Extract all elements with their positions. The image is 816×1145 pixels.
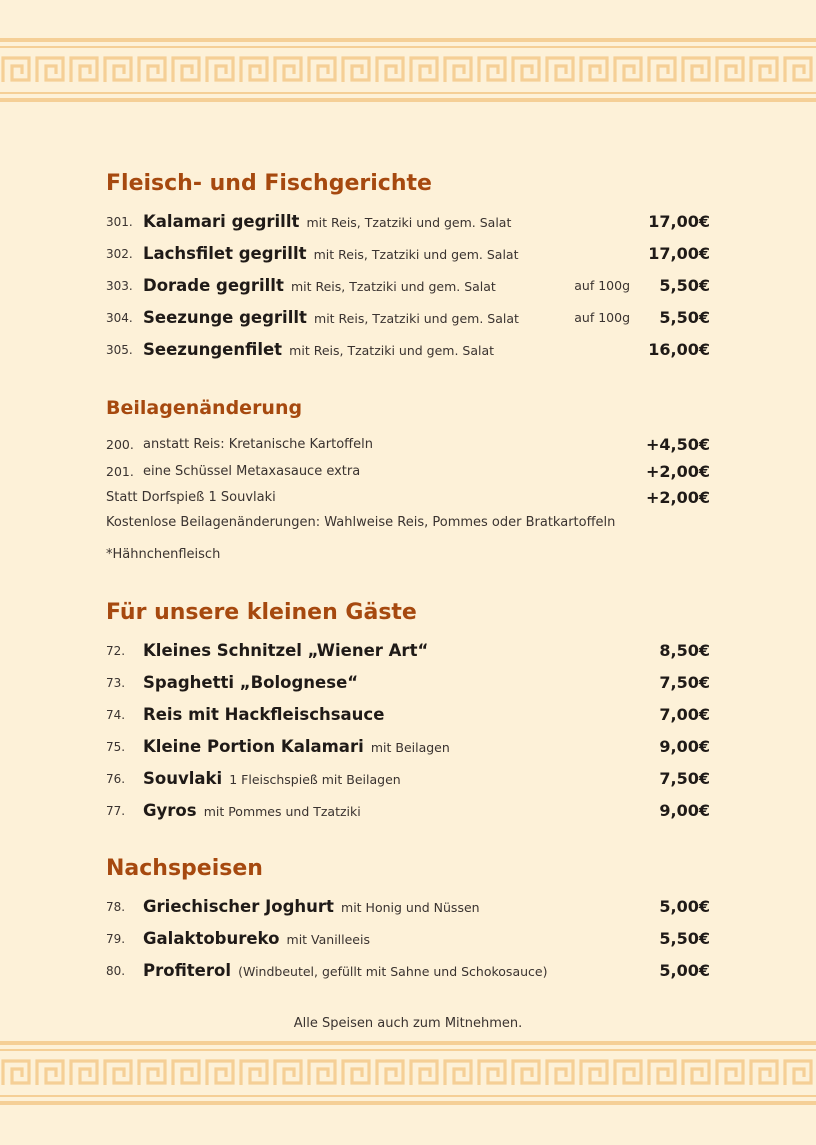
item-description: mit Reis, Tzatziki und gem. Salat [313, 247, 519, 262]
item-price: +2,00€ [645, 462, 710, 481]
item-number: 302. [106, 247, 133, 261]
item-description: mit Honig und Nüssen [341, 900, 480, 915]
item-number: 76. [106, 772, 126, 786]
item-name: Lachsfilet gegrillt [143, 244, 307, 263]
item-number: 75. [106, 740, 126, 754]
item-price: 9,00€ [659, 737, 710, 756]
item-number: 79. [106, 932, 126, 946]
menu-row-303 [106, 271, 712, 295]
item-number: 200. [106, 437, 134, 452]
section-title-kids: Für unsere kleinen Gäste [106, 600, 417, 625]
item-description: mit Reis, Tzatziki und gem. Salat [289, 343, 495, 358]
item-name: Gyros [143, 801, 197, 820]
section-title-meat-fish: Fleisch- und Fischgerichte [106, 171, 432, 196]
menu-row-73 [106, 668, 712, 692]
item-price: 7,50€ [659, 673, 710, 692]
item-price: 9,00€ [659, 801, 710, 820]
note-free-sides: Kostenlose Beilagenänderungen: Wahlweise Reis, Pommes oder Bratkartoffeln [106, 515, 616, 530]
item-price: 5,00€ [659, 961, 710, 980]
item-name: Souvlaki [143, 769, 223, 788]
menu-row-75 [106, 732, 712, 756]
item-number: 80. [106, 964, 126, 978]
item-unit: auf 100g [574, 278, 630, 293]
menu-row-305 [106, 335, 712, 359]
item-price: 17,00€ [648, 212, 710, 231]
side-row-200 [106, 430, 712, 454]
item-number: 73. [106, 676, 126, 690]
side-row-souvlaki [106, 483, 712, 507]
item-price: 7,50€ [659, 769, 710, 788]
item-number: 201. [106, 464, 134, 479]
item-number: 303. [106, 279, 133, 293]
item-name: Seezungenfilet [143, 340, 283, 359]
menu-row-79 [106, 924, 712, 948]
item-description: 1 Fleischspieß mit Beilagen [229, 772, 401, 787]
menu-row-80 [106, 956, 712, 980]
menu-row-77 [106, 796, 712, 820]
item-description: mit Reis, Tzatziki und gem. Salat [306, 215, 512, 230]
item-price: 5,50€ [659, 308, 710, 327]
item-price: 8,50€ [659, 641, 710, 660]
section-title-desserts: Nachspeisen [106, 856, 263, 881]
item-number: 74. [106, 708, 126, 722]
item-description: mit Pommes und Tzatziki [203, 804, 361, 819]
takeaway-note: Alle Speisen auch zum Mitnehmen. [293, 1016, 523, 1031]
item-description: mit Reis, Tzatziki und gem. Salat [314, 311, 519, 326]
item-name: Galaktobureko [143, 929, 280, 948]
item-name: Kleines Schnitzel „Wiener Art“ [143, 641, 429, 660]
item-name: Spaghetti „Bolognese“ [143, 673, 359, 692]
menu-row-74 [106, 700, 712, 724]
menu-row-78 [106, 892, 712, 916]
item-description: Statt Dorfspieß 1 Souvlaki [106, 490, 276, 505]
side-row-201 [106, 457, 712, 481]
note-chicken: *Hähnchenfleisch [106, 547, 221, 562]
item-description: mit Beilagen [370, 740, 450, 755]
menu-row-301 [106, 207, 712, 231]
menu-row-304 [106, 303, 712, 327]
item-price: +2,00€ [645, 488, 710, 507]
item-number: 305. [106, 343, 133, 357]
item-name: Seezunge gegrillt [143, 308, 307, 327]
item-name: Profiterol [143, 961, 232, 980]
item-description: mit Reis, Tzatziki und gem. Salat [290, 279, 496, 294]
item-name: Kalamari gegrillt [143, 212, 300, 231]
item-name: Reis mit Hackfleischsauce [143, 705, 385, 724]
item-price: 17,00€ [648, 244, 710, 263]
menu-row-302 [106, 239, 712, 263]
item-number: 72. [106, 644, 126, 658]
item-name: Dorade gegrillt [143, 276, 284, 295]
menu-row-76 [106, 764, 712, 788]
item-name: Kleine Portion Kalamari [143, 737, 364, 756]
item-number: 77. [106, 804, 126, 818]
item-number: 78. [106, 900, 126, 914]
item-price: 5,50€ [659, 929, 710, 948]
menu-row-72 [106, 636, 712, 660]
item-price: 5,00€ [659, 897, 710, 916]
item-description: mit Vanilleeis [286, 932, 370, 947]
item-price: 16,00€ [648, 340, 710, 359]
item-price: +4,50€ [645, 435, 710, 454]
greek-key-border-bottom [0, 1041, 816, 1105]
item-price: 5,50€ [659, 276, 710, 295]
item-number: 304. [106, 311, 133, 325]
section-title-sides: Beilagenänderung [106, 397, 303, 419]
item-description: eine Schüssel Metaxasauce extra [143, 464, 361, 479]
item-name: Griechischer Joghurt [143, 897, 334, 916]
greek-key-border-top [0, 38, 816, 102]
item-price: 7,00€ [659, 705, 710, 724]
item-unit: auf 100g [574, 310, 630, 325]
item-description: (Windbeutel, gefüllt mit Sahne und Schokosauce) [238, 964, 548, 979]
item-description: anstatt Reis: Kretanische Kartoffeln [143, 437, 373, 452]
item-number: 301. [106, 215, 133, 229]
